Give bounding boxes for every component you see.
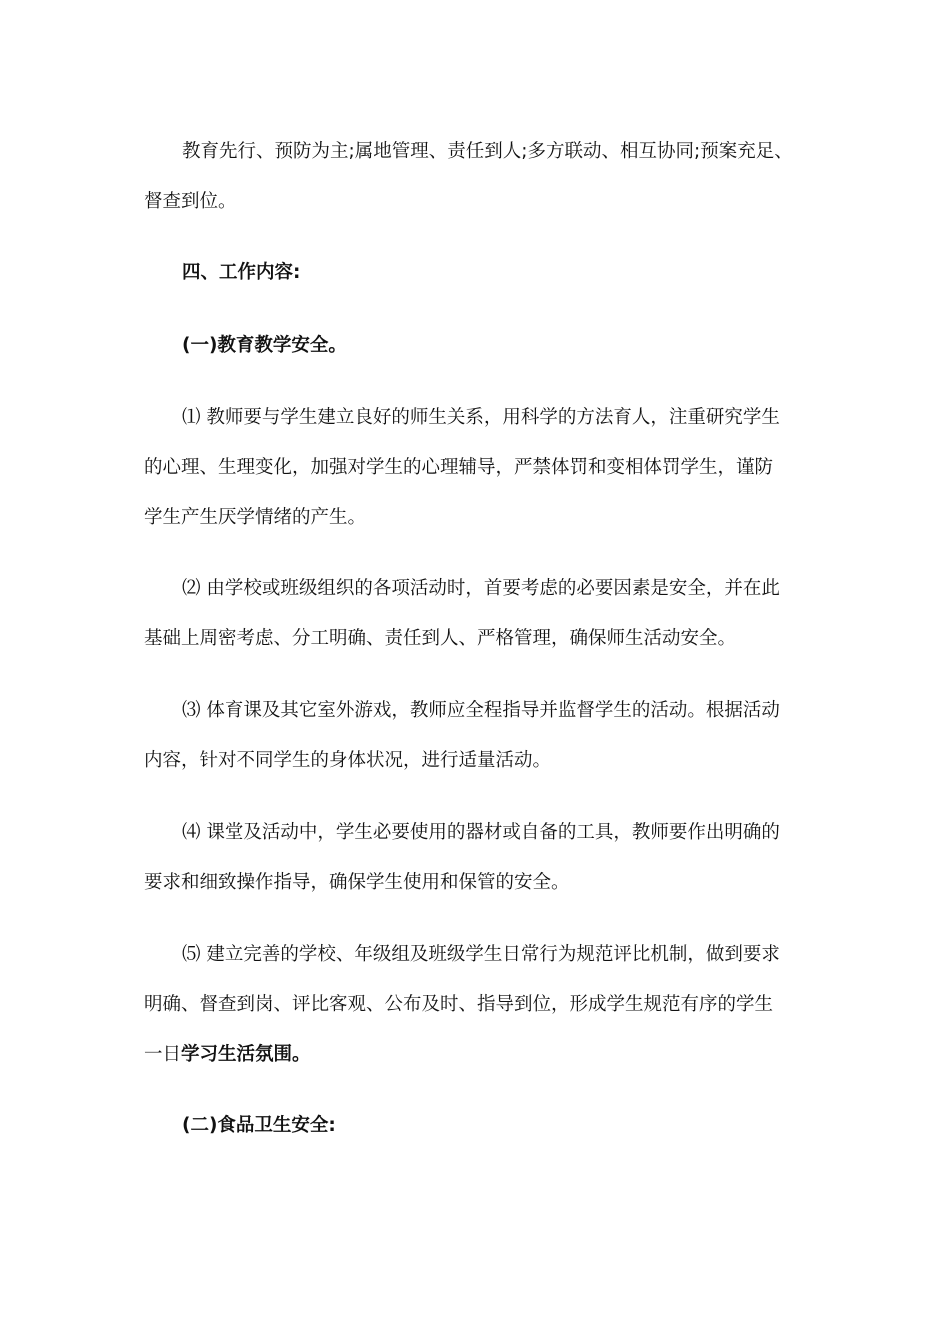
item-2-line-1: ⑵ 由学校或班级组织的各项活动时，首要考虑的必要因素是安全，并在此 [182, 578, 780, 599]
item-1-line-2: 的心理、生理变化，加强对学生的心理辅导，严禁体罚和变相体罚学生，谨防 [144, 457, 774, 478]
item-5-line-2: 明确、督查到岗、评比客观、公布及时、指导到位，形成学生规范有序的学生 [144, 994, 774, 1015]
item-1-line-3: 学生产生厌学情绪的产生。 [144, 507, 367, 528]
item-5-line-3 [144, 1042, 311, 1068]
item-3-line-2: 内容，针对不同学生的身体状况，进行适量活动。 [144, 750, 552, 771]
item-2-line-2: 基础上周密考虑、分工明确、责任到人、严格管理，确保师生活动安全。 [144, 628, 737, 649]
item-3-line-1: ⑶ 体育课及其它室外游戏，教师应全程指导并监督学生的活动。根据活动 [182, 700, 780, 721]
paragraph-principles-line-1: 教育先行、预防为主;属地管理、责任到人;多方联动、相互协同;预案充足、 [182, 141, 793, 162]
item-5-line-1: ⑸ 建立完善的学校、年级组及班级学生日常行为规范评比机制，做到要求 [182, 944, 780, 965]
section-title-food-safety: (二)食品卫生安全: [182, 1115, 336, 1136]
heading-work-content: 四、工作内容: [182, 262, 301, 283]
section-title-teaching-safety: (一)教育教学安全。 [182, 335, 347, 356]
paragraph-principles-line-2: 督查到位。 [144, 191, 237, 212]
item-4-line-2: 要求和细致操作指导，确保学生使用和保管的安全。 [144, 872, 570, 893]
item-5-line-3-bold: 学习生活氛围。 [181, 1044, 311, 1065]
item-5-line-3-normal: 一日 [144, 1044, 182, 1065]
item-1-line-1: ⑴ 教师要与学生建立良好的师生关系，用科学的方法育人，注重研究学生 [182, 407, 780, 428]
item-4-line-1: ⑷ 课堂及活动中，学生必要使用的器材或自备的工具，教师要作出明确的 [182, 822, 780, 843]
